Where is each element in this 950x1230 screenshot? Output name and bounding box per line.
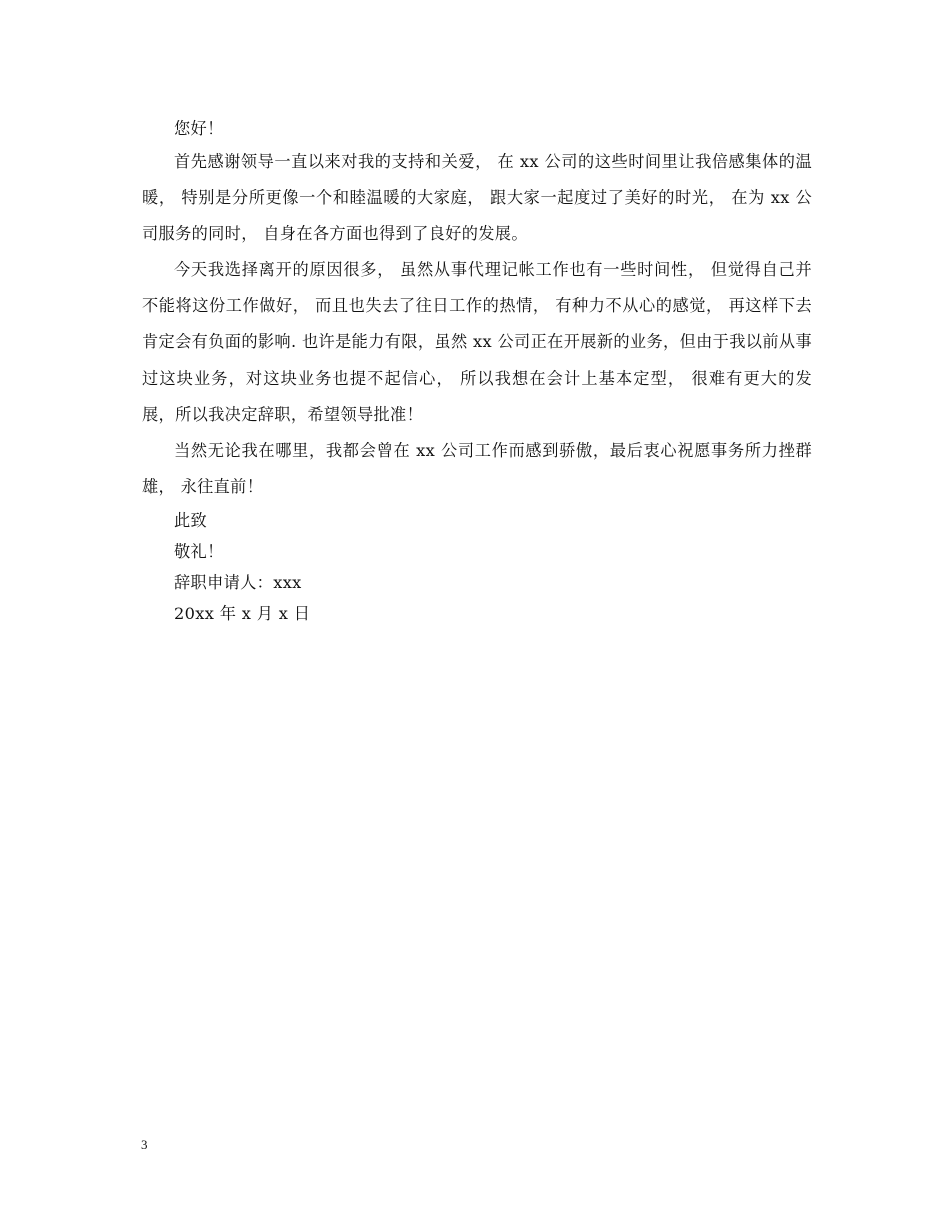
date: 20xx 年 x 月 x 日 <box>174 603 311 623</box>
letter-body <box>142 113 812 629</box>
paragraph-gratitude: 首先感谢领导一直以来对我的支持和关爱， 在 xx 公司的这些时间里让我倍感集体的温暖， 特别是分所更像一个和睦温暖的大家庭， 跟大家一起度过了美好的时光， 在为 xx 公司服务的同时， 自身在各方面也得到了良好的发展。 <box>142 152 812 244</box>
closing-regards: 敬礼！ <box>174 541 224 561</box>
page-number: 3 <box>141 1137 148 1152</box>
closing-salutation: 此致 <box>174 510 208 530</box>
greeting: 您好！ <box>174 119 224 138</box>
paragraph-wishes: 当然无论我在哪里，我都会曾在 xx 公司工作而感到骄傲，最后衷心祝愿事务所力挫群雄， 永往直前！ <box>142 440 812 496</box>
paragraph-reasons: 今天我选择离开的原因很多， 虽然从事代理记帐工作也有一些时间性， 但觉得自己并不能将这份工作做好， 而且也失去了往日工作的热情， 有种力不从心的感觉， 再这样下去肯定会有负面的影响. 也许是能力有限，虽然 xx 公司正在开展新的业务，但由于我以前从事过这块业务，对这块业务也提不起信心， 所以我想在会计上基本定型， 很难有更大的发展，所以我决定辞职，希望领导批准！ <box>142 260 812 424</box>
signature: 辞职申请人：xxx <box>174 572 302 592</box>
